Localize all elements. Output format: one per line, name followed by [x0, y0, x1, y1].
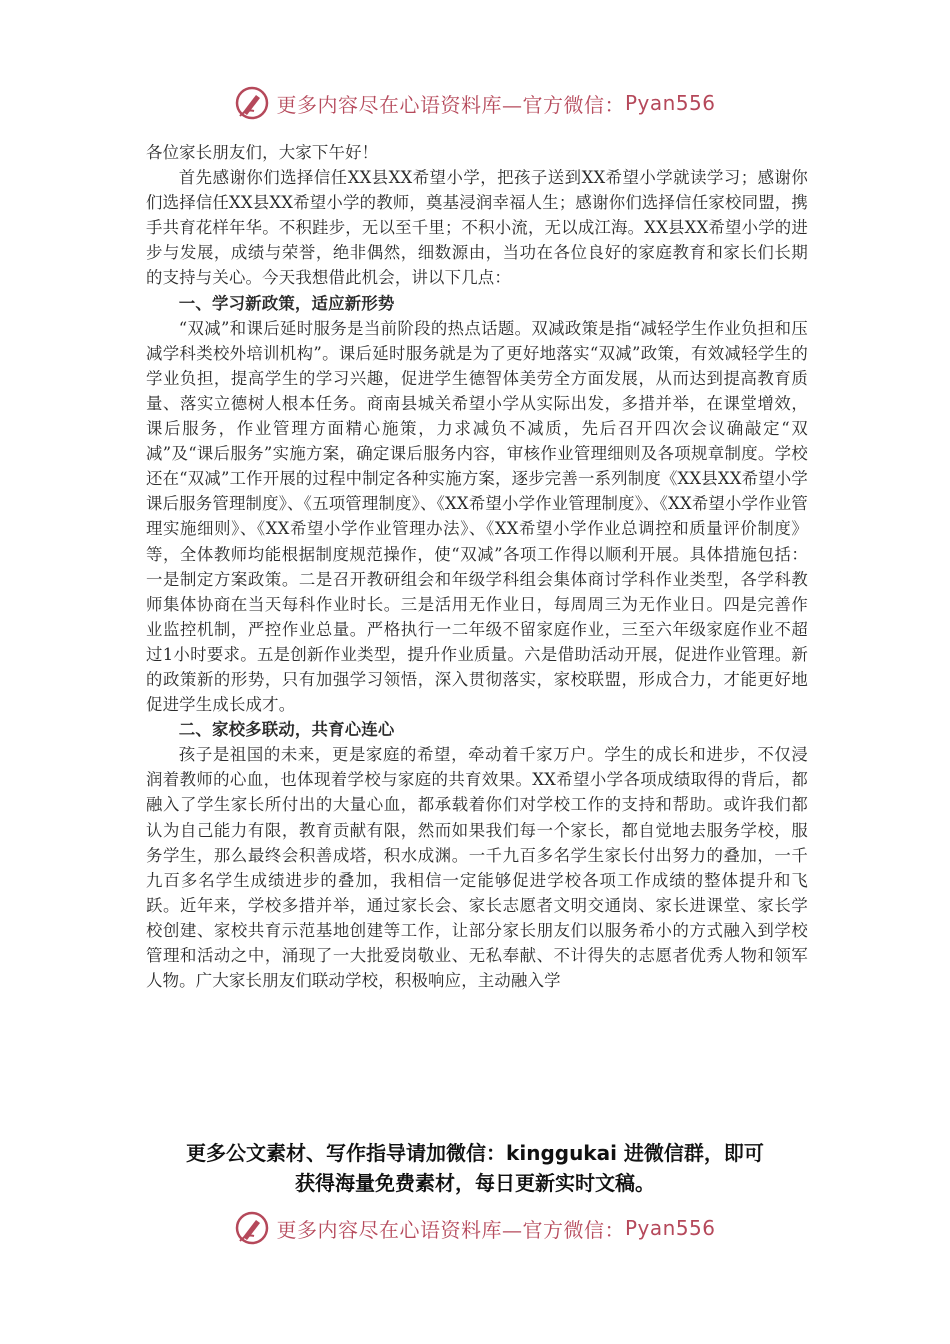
section-2-heading: 二、家校多联动，共育心连心: [178, 720, 395, 740]
section-2-paragraph: 孩子是祖国的未来，更是家庭的希望，牵动着千家万户。学生的成长和进步，不仅浸润着教师的心血，也体现着学校与家庭的共育效果。XX希望小学各项成绩取得的背后，都融入了学生家长所付出的大量心血，都承载着你们对学校工作的支持和帮助。或许我们都认为自己能力有限，教育贡献有限，然而如果我们每一个家长，都自觉地去服务学校，服务学生，那么最终会积善成塔，积水成渊。一千九百多名学生家长付出努力的叠加，一千九百多名学生成绩进步的叠加，我相信一定能够促进学校各项工作成绩的整体提升和飞跃。近年来，学校多措并举，通过家长会、家长志愿者文明交通岗、家长进课堂、家长学校创建、家校共育示范基地创建等工作，让部分家长朋友们以服务希小的方式融入到学校管理和活动之中，涌现了一大批爱岗敬业、无私奉献、不计得失的志愿者优秀人物和领军人物。广大家长朋友们联动学校，积极响应，主动融入学: [146, 745, 808, 991]
header-brand-text: 更多内容尽在心语资料库—官方微信：: [276, 92, 625, 117]
footer-brand-text: 更多内容尽在心语资料库—官方微信：: [276, 1217, 625, 1242]
header-watermark: [0, 83, 950, 123]
document-body: [146, 140, 808, 993]
footer-wechat-id: Pyan556: [624, 1216, 716, 1240]
promo-banner: [130, 1138, 820, 1198]
footer-watermark: [0, 1208, 950, 1248]
section-1-heading: 一、学习新政策，适应新形势: [178, 293, 395, 313]
promo-line-2: 获得海量免费素材，每日更新实时文稿。: [295, 1171, 655, 1195]
intro-paragraph: 首先感谢你们选择信任XX县XX希望小学，把孩子送到XX希望小学就读学习；感谢你们选择信任XX县XX希望小学的教师，奠基浸润幸福人生；感谢你们选择信任家校同盟，携手共育花样年华。不积跬步，无以至千里；不积小流，无以成江海。XX县XX希望小学的进步与发展，成绩与荣誉，绝非偶然，细数源由，当功在各位良好的家庭教育和家长们长期的支持与关心。今天我想借此机会，讲以下几点：: [146, 168, 808, 288]
pen-logo-icon: [234, 1210, 270, 1246]
section-1-paragraph: “双减”和课后延时服务是当前阶段的热点话题。双减政策是指“减轻学生作业负担和压减学科类校外培训机构”。课后延时服务就是为了更好地落实“双减”政策，有效减轻学生的学业负担，提高学生的学习兴趣，促进学生德智体美劳全方面发展，从而达到提高教育质量、落实立德树人根本任务。商南县城关希望小学从实际出发，多措并举，在课堂增效，课后服务，作业管理方面精心施策，力求减负不减质，先后召开四次会议确敲定“双减”及“课后服务”实施方案，确定课后服务内容，审核作业管理细则及各项规章制度。学校还在“双减”工作开展的过程中制定各种实施方案，逐步完善一系列制度《XX县XX希望小学课后服务管理制度》、《五项管理制度》、《XX希望小学作业管理制度》、《XX希望小学作业管理实施细则》、《XX希望小学作业管理办法》、《XX希望小学作业总调控和质量评价制度》等，全体教师均能根据制度规范操作，使“双减”各项工作得以顺利开展。具体措施包括：一是制定方案政策。二是召开教研组会和年级学科组会集体商讨学科作业类型，各学科教师集体协商在当天每科作业时长。三是活用无作业日，每周周三为无作业日。四是完善作业监控机制，严控作业总量。严格执行一二年级不留家庭作业，三至六年级家庭作业不超过1小时要求。五是创新作业类型，提升作业质量。六是借助活动开展，促进作业管理。新的政策新的形势，只有加强学习领悟，深入贯彻落实，家校联盟，形成合力，才能更好地促进学生成长成才。: [146, 318, 808, 715]
pen-logo-icon: [234, 85, 270, 121]
promo-line-1: 更多公文素材、写作指导请加微信：kinggukai 进微信群，即可: [186, 1141, 764, 1165]
header-wechat-id: Pyan556: [624, 91, 716, 115]
greeting: 各位家长朋友们，大家下午好！: [146, 143, 379, 162]
